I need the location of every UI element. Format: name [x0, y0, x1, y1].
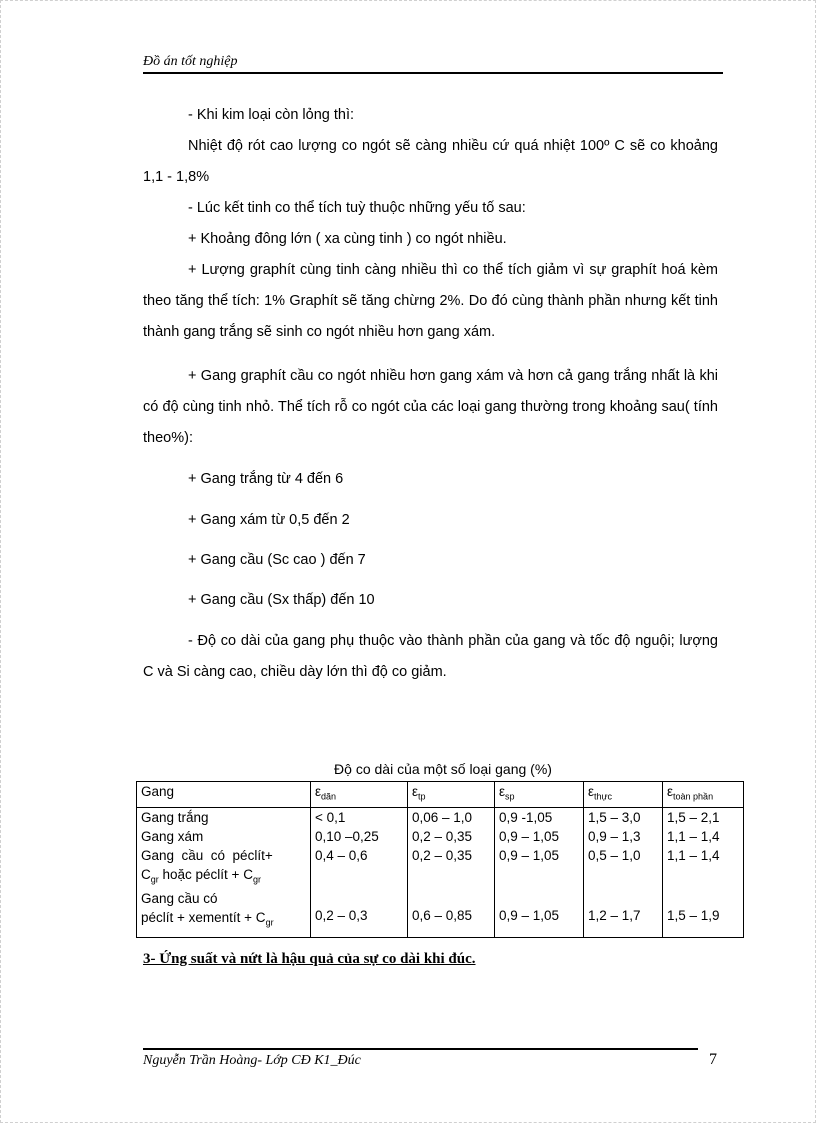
- shrinkage-table: [136, 781, 744, 938]
- footer-author: Nguyễn Trần Hoàng- Lớp CĐ K1_Đúc: [143, 1053, 361, 1068]
- table-cell: 1,1 – 1,4: [663, 846, 744, 890]
- body-text-top: [143, 100, 718, 348]
- section-heading: 3- Ứng suất và nứt là hậu quả của sự co dài khi đúc.: [143, 951, 476, 967]
- header-tp: $\varepsilon_{tp}$: [408, 782, 495, 808]
- list-line-3: + Gang cầu (Sc cao ) đến 7: [188, 552, 366, 568]
- table-cell: < 0,1: [311, 807, 408, 827]
- table-cell: 0,9 – 1,3: [584, 827, 663, 846]
- table-cell: 0,2 – 0,35: [408, 846, 495, 890]
- paragraph-7: - Độ co dài của gang phụ thuộc vào thành phần của gang và tốc độ nguội; lượng C và Si càng cao, chiều dày lớn thì độ co giảm.: [143, 633, 718, 680]
- table-cell: 1,5 – 3,0: [584, 807, 663, 827]
- table-row: [137, 846, 744, 890]
- table-cell: 0,10 –0,25: [311, 827, 408, 846]
- list-line-1: + Gang trắng từ 4 đến 6: [188, 471, 344, 487]
- table-cell: Gang trắng: [137, 807, 311, 827]
- list-line-2: + Gang xám từ 0,5 đến 2: [188, 512, 350, 528]
- table-row: [137, 827, 744, 846]
- table-cell: 0,2 – 0,3: [311, 889, 408, 937]
- paragraph-2: Nhiệt độ rót cao lượng co ngót sẽ càng nhiều cứ quá nhiệt 100º C sẽ co khoảng 1,1 - 1,8%: [143, 138, 718, 185]
- table-cell: Gang cầu có péclít + xementít + $C_{gr}$: [137, 889, 311, 937]
- header-dan: $\varepsilon_{dãn}$: [311, 782, 408, 808]
- table-cell: 1,2 – 1,7: [584, 889, 663, 937]
- header-gang: Gang: [137, 782, 311, 808]
- table-cell: 1,5 – 1,9: [663, 889, 744, 937]
- table-cell: Gang xám: [137, 827, 311, 846]
- header-thuc: $\varepsilon_{thực}$: [584, 782, 663, 808]
- table-row: [137, 807, 744, 827]
- footer-divider: [143, 1048, 698, 1050]
- list-line-4: + Gang cầu (Sx thấp) đến 10: [188, 592, 375, 608]
- paragraph-1: - Khi kim loại còn lỏng thì:: [188, 107, 355, 123]
- header-sp: $\varepsilon_{sp}$: [495, 782, 584, 808]
- header-divider: [143, 72, 723, 74]
- paragraph-3: - Lúc kết tinh co thể tích tuỳ thuộc những yếu tố sau:: [188, 200, 526, 216]
- table-header-row: [137, 782, 744, 808]
- table-caption: Độ co dài của một số loại gang (%): [334, 761, 552, 777]
- table-cell: 0,9 – 1,05: [495, 827, 584, 846]
- table-cell: 0,9 -1,05: [495, 807, 584, 827]
- paragraph-4: + Khoảng đông lớn ( xa cùng tinh ) co ngót nhiều.: [188, 231, 507, 247]
- table-cell: 0,9 – 1,05: [495, 846, 584, 890]
- table-cell: 0,2 – 0,35: [408, 827, 495, 846]
- page-number: 7: [709, 1051, 717, 1068]
- header-toan-phan: $\varepsilon_{toàn phần}$: [663, 782, 744, 808]
- body-text-bottom: [143, 626, 718, 688]
- table-cell: 0,9 – 1,05: [495, 889, 584, 937]
- table-cell: 1,1 – 1,4: [663, 827, 744, 846]
- table-row: [137, 889, 744, 937]
- table-cell: 0,4 – 0,6: [311, 846, 408, 890]
- table-cell: Gang cầu có péclít+ $C_{gr}$ hoặc péclít + $C_{gr}$: [137, 846, 311, 890]
- table-cell: 0,6 – 0,85: [408, 889, 495, 937]
- table-cell: 0,5 – 1,0: [584, 846, 663, 890]
- table-cell: 1,5 – 2,1: [663, 807, 744, 827]
- paragraph-6: + Gang graphít cầu co ngót nhiều hơn gang xám và hơn cả gang trắng nhất là khi có độ cùng tinh nhỏ. Thể tích rỗ co ngót của các loại gang thường trong khoảng sau( tính theo%):: [143, 368, 718, 446]
- paragraph-5: + Lượng graphít cùng tinh càng nhiều thì co thể tích giảm vì sự graphít hoá kèm theo tăng thể tích: 1% Graphít sẽ tăng chừng 2%. Do đó cùng thành phần nhưng kết tinh thành gang trắng sẽ sinh co ngót nhiều hơn gang xám.: [143, 262, 718, 340]
- table-cell: 0,06 – 1,0: [408, 807, 495, 827]
- body-text-middle: [143, 361, 718, 454]
- header-title: Đồ án tốt nghiệp: [143, 54, 238, 69]
